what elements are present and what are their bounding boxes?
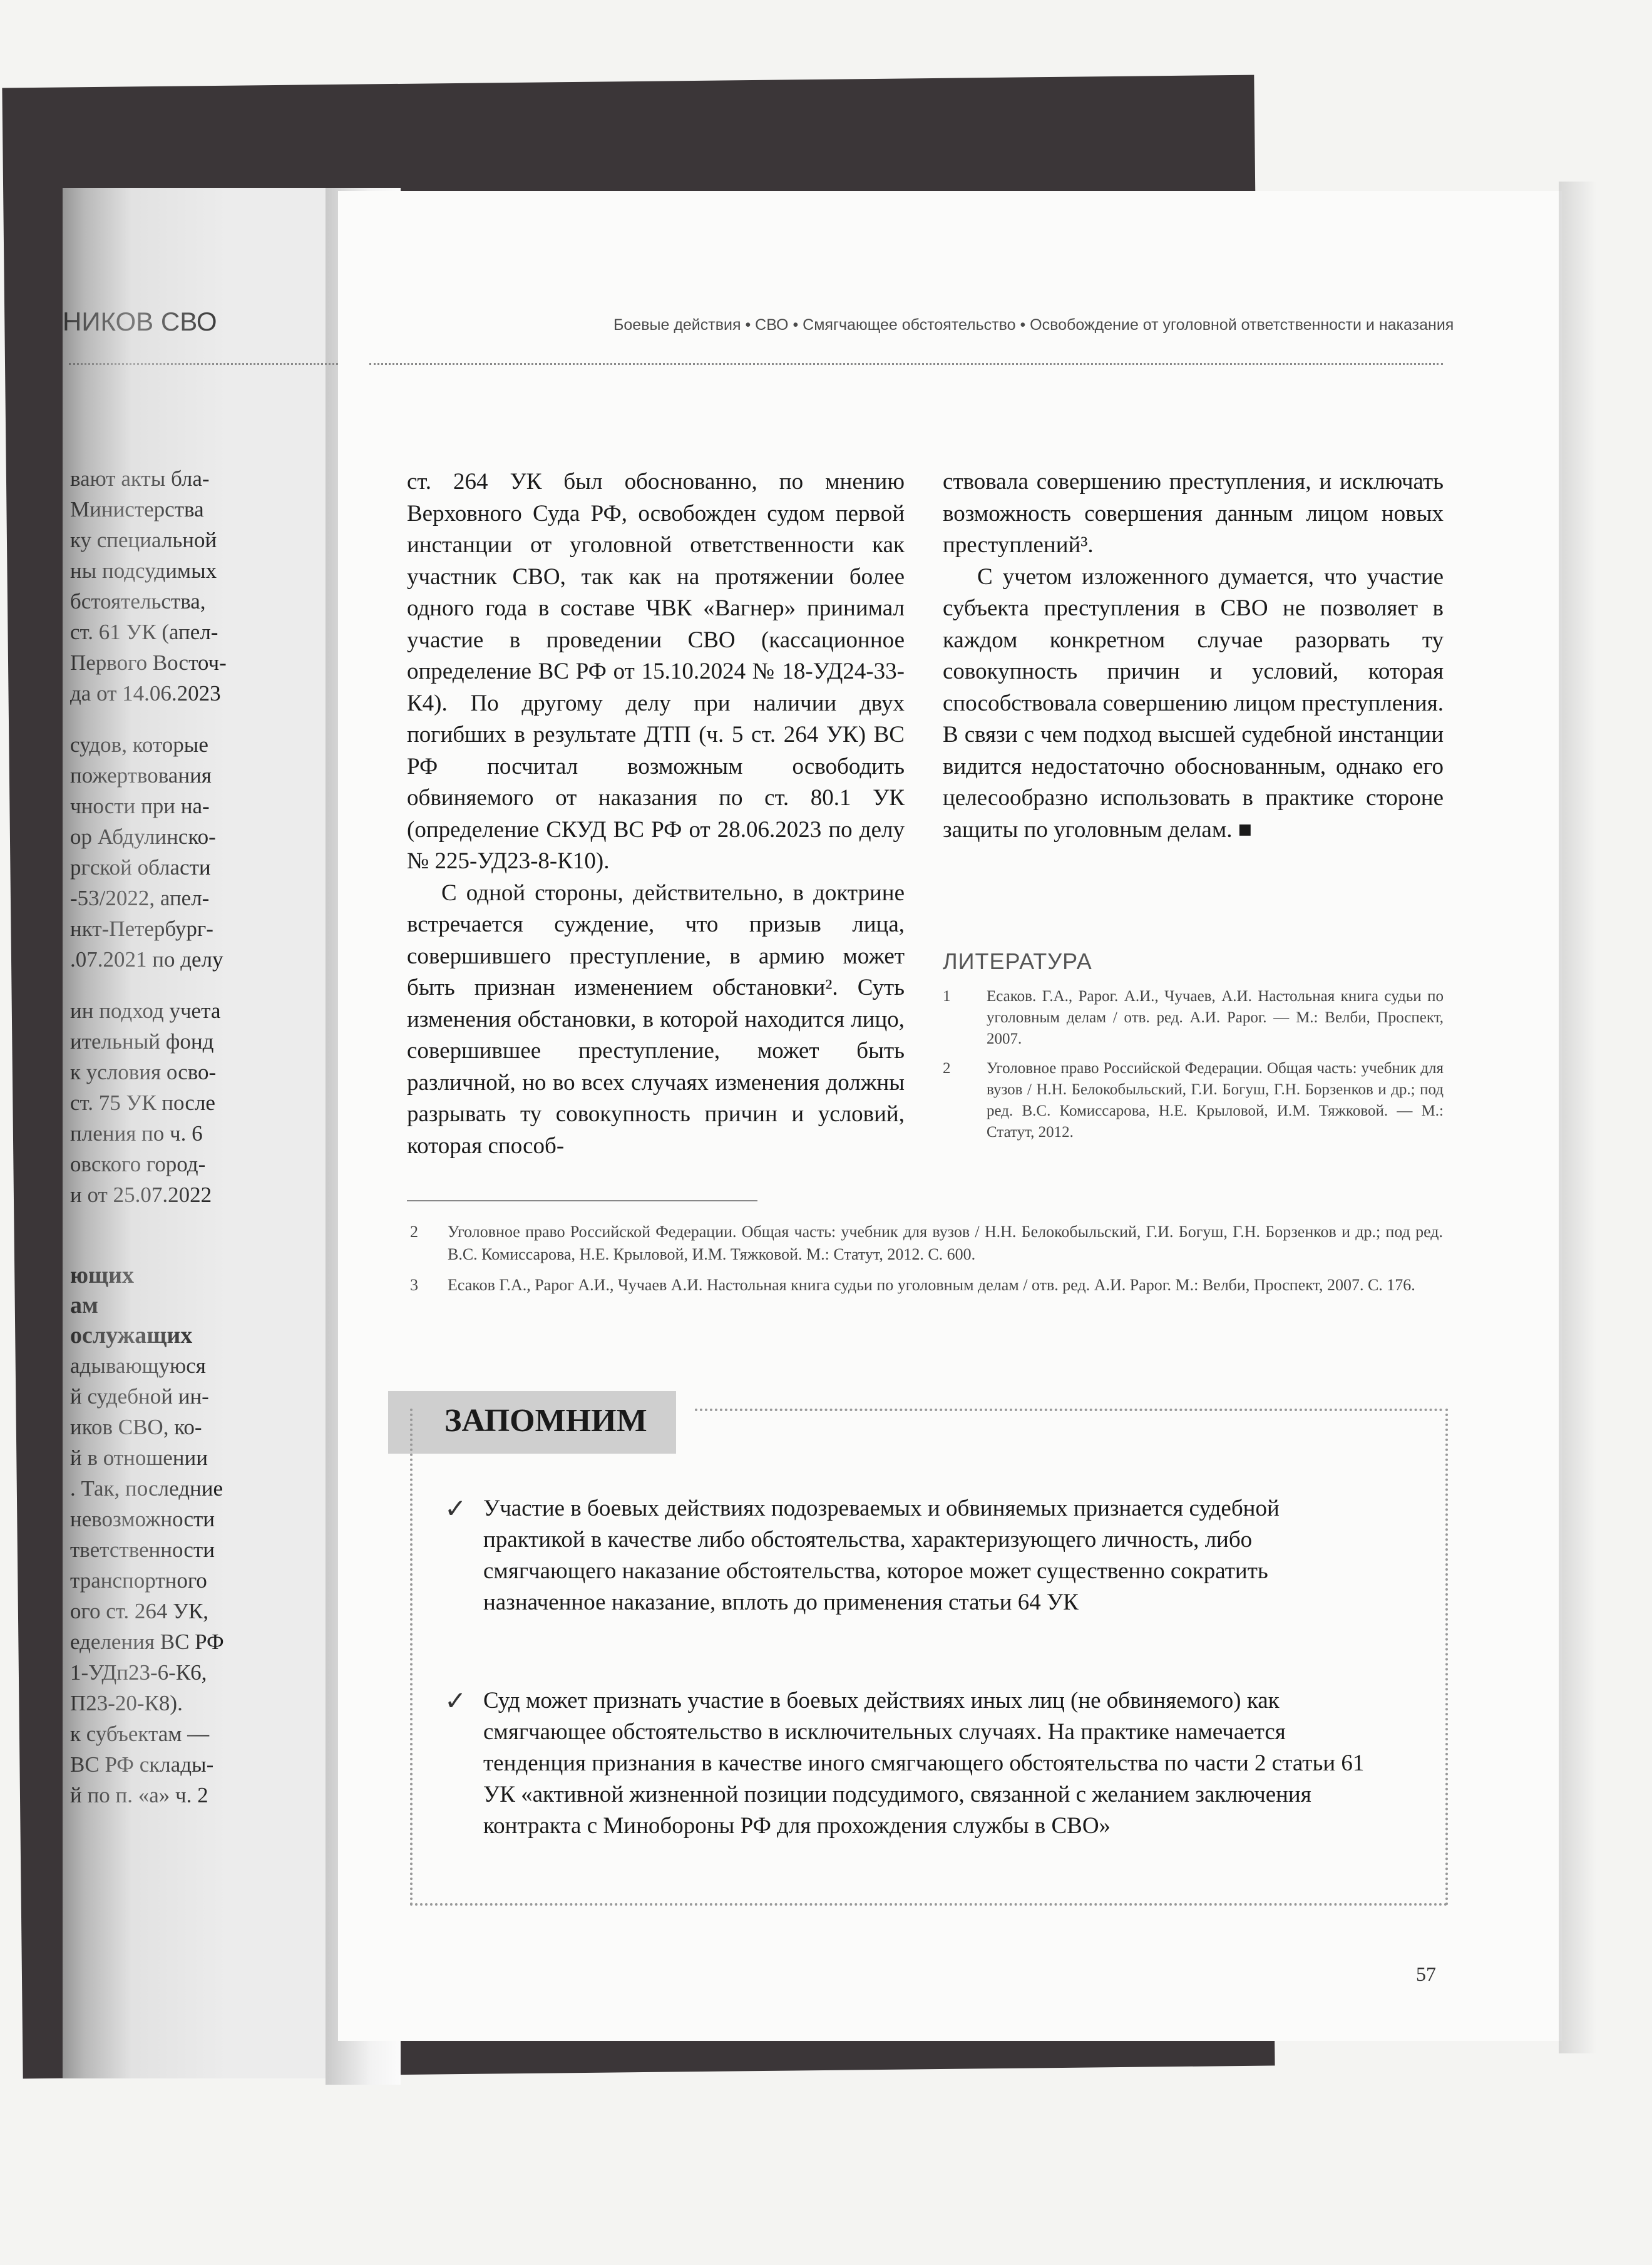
left-line: -53/2022, апел- — [70, 886, 210, 910]
literature-number: 2 — [943, 1060, 951, 1077]
remember-item — [483, 1493, 1378, 1618]
column-2 — [943, 466, 1444, 846]
left-line: Первого Восточ- — [70, 650, 227, 675]
remember-item-text: Суд может признать участие в боевых действиях иных лиц (не обвиняемого) как смягчающее обстоятельство в исключительных случаях. На практике намечается тенденция признания в качестве иного смягчающего обстоятельства по части 2 статьи 61 УК «активной жизненной позиции подсудимого, связанной с желанием заключения контракта с Минобороны РФ для прохождения службы в СВО» — [483, 1688, 1365, 1839]
left-line: невозможности — [70, 1507, 215, 1531]
left-line: П23-20-К8). — [70, 1691, 183, 1715]
left-heading-line: ослужащих — [70, 1322, 193, 1348]
left-line: и от 25.07.2022 — [70, 1183, 212, 1207]
left-line: й по п. «а» ч. 2 — [70, 1783, 208, 1807]
left-line: тветственности — [70, 1538, 215, 1562]
left-line: судов, которые — [70, 732, 208, 757]
literature-text: Уголовное право Российской Федерации. Общая часть: учебник для вузов / Н.Н. Белокобыльский, Г.И. Богуш, Г.Н. Борзенков и др.; под ред. В.С. Комиссарова, Н.Е. Крыловой, И.М. Тяжковой. — М.: Статут, 2012. — [987, 1060, 1444, 1141]
left-line: ого ст. 264 УК, — [70, 1599, 209, 1623]
left-line: ВС РФ склады- — [70, 1752, 214, 1777]
left-line: пления по ч. 6 — [70, 1121, 203, 1146]
remember-top-border — [695, 1409, 1443, 1411]
left-line: й в отношении — [70, 1446, 208, 1470]
left-line: да от 14.06.2023 — [70, 681, 221, 706]
running-head: Боевые действия • СВО • Смягчающее обстоятельство • Освобождение от уголовной ответственности и наказания — [613, 316, 1454, 334]
remember-title: ЗАПОМНИМ — [444, 1403, 647, 1439]
footnote-text: Уголовное право Российской Федерации. Общая часть: учебник для вузов / Н.Н. Белокобыльский, Г.И. Богуш, Г.Н. Борзенков и др.; под ред. В.С. Комиссарова, Н.Е. Крыловой, И.М. Тяжковой. М.: Статут, 2012. С. 600. — [448, 1223, 1443, 1263]
column-1 — [407, 466, 905, 1162]
left-line: адывающуюся — [70, 1353, 206, 1378]
page-number: 57 — [1416, 1963, 1436, 1985]
left-line: ин подход учета — [70, 999, 221, 1023]
left-line: Министерства — [70, 497, 204, 521]
left-line: еделения ВС РФ — [70, 1630, 224, 1654]
page-edge-shadow — [1559, 182, 1596, 2053]
footnote-divider — [407, 1200, 757, 1201]
paragraph: С одной стороны, действительно, в доктрине встречается суждение, что призыв лица, совершившего преступление, в армию может быть признан изменением обстановки². Суть изменения обстановки, в которой находится лицо, совершившее преступление, может быть различной, но во всех случаях изменения должны разрывать ту совокупность причин и условий, которая способ- — [407, 880, 905, 1159]
left-page-running-head: НИКОВ СВО — [63, 307, 217, 336]
left-line: иков СВО, ко- — [70, 1415, 202, 1439]
left-line: ор Абдулинско- — [70, 824, 216, 849]
left-line: транспортного — [70, 1568, 207, 1593]
left-line: ст. 61 УК (апел- — [70, 620, 218, 644]
literature-title: ЛИТЕРАТУРА — [943, 948, 1092, 974]
left-line: к субъектам — — [70, 1722, 210, 1746]
literature-number: 1 — [943, 988, 951, 1005]
literature-text: Есаков. Г.А., Рарог. А.И., Чучаев, А.И. Настольная книга судьи по уголовным делам / отв. ред. А.И. Рарог. — М.: Велби, Проспект, 2007. — [987, 988, 1444, 1047]
paragraph: ствовала совершению преступления, и исключать возможность совершения данным лицом новых преступлений³. — [943, 469, 1444, 558]
paragraph: ст. 264 УК был обоснованно, по мнению Верховного Суда РФ, освобожден судом первой инстанции от уголовной ответственности как участник СВО, так как на протяжении более одного года в составе ЧВК «Вагнер» принимал участие в проведении СВО (кассационное определение ВС РФ от 15.10.2024 № 18-УД24-33-К4). По другому делу при наличии двух погибших в результате ДТП (ч. 5 ст. 264 УК) ВС РФ посчитал возможным освободить обвиняемого от наказания по ст. 80.1 УК (определение СКУД ВС РФ от 28.06.2023 по делу № 225-УД23-8-К10). — [407, 469, 905, 874]
checkmark-icon: ✓ — [444, 1495, 467, 1524]
checkmark-icon: ✓ — [444, 1687, 467, 1716]
left-line: ны подсудимых — [70, 558, 217, 583]
left-line: бстоятельства, — [70, 589, 206, 614]
left-line: чности при на- — [70, 794, 210, 818]
left-heading-line: ющих — [70, 1262, 135, 1288]
left-line: 1-УДп23-6-К6, — [70, 1660, 207, 1685]
left-line: к условия осво- — [70, 1060, 217, 1084]
gutter-shadow — [63, 188, 338, 2078]
footnote-number: 3 — [410, 1276, 418, 1294]
remember-item-text: Участие в боевых действиях подозреваемых и обвиняемых признается судебной практикой в качестве либо обстоятельства, характеризующего личность, либо смягчающего наказание обстоятельства, которое может существенно сократить назначенное наказание, вплоть до применения статьи 64 УК — [483, 1496, 1280, 1615]
left-line: овского город- — [70, 1152, 206, 1176]
remember-item — [483, 1685, 1378, 1842]
left-line: . Так, последние — [70, 1476, 223, 1501]
left-heading-line: ам — [70, 1292, 98, 1318]
footnote-number: 2 — [410, 1223, 418, 1241]
left-line: .07.2021 по делу — [70, 947, 223, 972]
left-line: пожертвования — [70, 763, 212, 788]
left-line: ку специальной — [70, 528, 217, 552]
left-line: вают акты бла- — [70, 466, 210, 491]
left-line: ительный фонд — [70, 1029, 214, 1054]
left-line: нкт-Петербург- — [70, 917, 213, 941]
left-line: ст. 75 УК после — [70, 1091, 215, 1115]
paragraph: С учетом изложенного думается, что участие субъекта преступления в СВО не позволяет в каждом конкретном случае разорвать ту совокупность причин и условий, которая способствовала совершению лицом преступления. В связи с чем подход высшей судебной инстанции видится недостаточно обоснованным, однако его целесообразно использовать в практике стороне защиты по уголовным делам. ■ — [943, 563, 1444, 843]
header-divider — [369, 363, 1443, 365]
left-line: ргской области — [70, 855, 211, 880]
left-line: й судебной ин- — [70, 1384, 209, 1409]
footnote-text: Есаков Г.А., Рарог А.И., Чучаев А.И. Настольная книга судьи по уголовным делам / отв. ред. А.И. Рарог. М.: Велби, Проспект, 2007. С. 176. — [448, 1276, 1415, 1294]
